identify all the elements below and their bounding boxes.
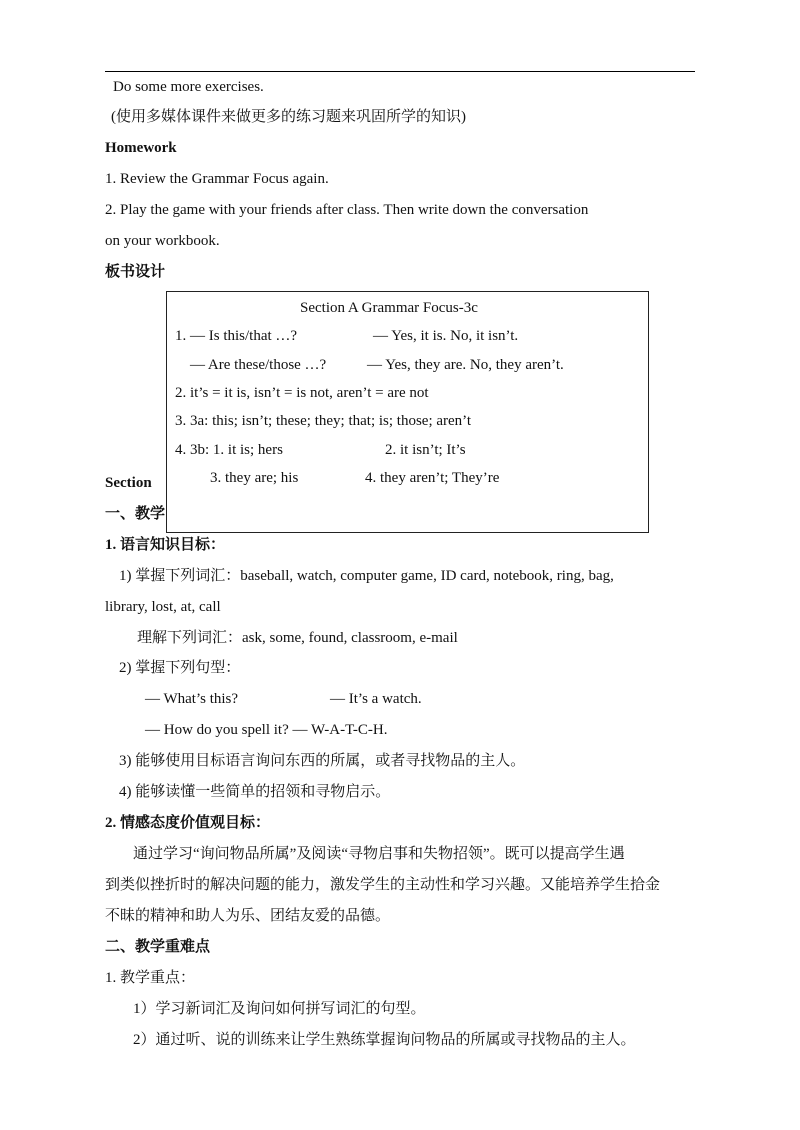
board-row-5-right: 2. it isn’t; It’s — [385, 442, 466, 458]
key-points-sub: 1. 教学重点： — [105, 970, 196, 986]
exercise-note: (使用多媒体课件来做更多的练习题来巩固所学的知识) — [111, 109, 466, 125]
pattern-1-question: — What’s this? — [145, 691, 239, 707]
objective-3: 3) 能够使用目标语言询问东西的所属，或者寻找物品的主人。 — [119, 753, 526, 769]
understand-vocab: 理解下列词汇：ask, some, found, classroom, e-mail — [137, 630, 458, 646]
key-point-1: 1）学习新词汇及询问如何拼写词汇的句型。 — [133, 1001, 426, 1017]
emotion-paragraph-line-3: 不昧的精神和助人为乐、团结友爱的品德。 — [105, 908, 391, 924]
objective-4: 4) 能够读懂一些简单的招领和寻物启示。 — [119, 784, 391, 800]
top-rule — [105, 71, 695, 72]
homework-heading: Homework — [105, 140, 177, 156]
sentence-patterns: 2) 掌握下列句型： — [119, 660, 241, 676]
board-heading: 板书设计 — [105, 264, 166, 280]
vocab-item-cont: library, lost, at, call — [105, 599, 221, 615]
homework-item-2-cont: on your workbook. — [105, 233, 220, 249]
exercise-line: Do some more exercises. — [113, 79, 264, 95]
pattern-2: — How do you spell it? — W-A-T-C-H. — [145, 722, 388, 738]
homework-item-1: 1. Review the Grammar Focus again. — [105, 171, 329, 187]
board-row-1-question: 1. — Is this/that …? — [175, 328, 298, 344]
board-row-6-right: 4. they aren’t; They’re — [365, 470, 500, 486]
board-row-4: 3. 3a: this; isn’t; these; they; that; is; those; aren’t — [175, 413, 472, 429]
key-point-2: 2）通过听、说的训练来让学生熟练掌握询问物品的所属或寻找物品的主人。 — [133, 1032, 636, 1048]
homework-item-2: 2. Play the game with your friends after class. Then write down the conversation — [105, 202, 589, 218]
blackboard-design-box — [166, 291, 649, 533]
board-row-2-question: — Are these/those …? — [190, 357, 327, 373]
pattern-1-answer: — It’s a watch. — [330, 691, 422, 707]
board-row-6-left: 3. they are; his — [210, 470, 299, 486]
board-row-1-answer: — Yes, it is. No, it isn’t. — [373, 328, 519, 344]
board-row-2-answer: — Yes, they are. No, they aren’t. — [367, 357, 564, 373]
emotion-objectives-heading: 2. 情感态度价值观目标： — [105, 815, 271, 831]
board-row-3: 2. it’s = it is, isn’t = is not, aren’t = are not — [175, 385, 429, 401]
board-title: Section A Grammar Focus-3c — [300, 300, 478, 316]
key-points-heading: 二、教学重难点 — [105, 939, 211, 955]
emotion-paragraph-line-2: 到类似挫折时的解决问题的能力，激发学生的主动性和学习兴趣。又能培养学生拾金 — [105, 877, 661, 893]
teaching-objectives-heading: 一、教学 — [105, 506, 166, 522]
vocab-item: 1) 掌握下列词汇：baseball, watch, computer game, ID card, notebook, ring, bag, — [119, 568, 614, 584]
emotion-paragraph-line-1: 通过学习“询问物品所属”及阅读“寻物启事和失物招领”。既可以提高学生遇 — [133, 846, 625, 862]
section-b-heading: Section — [105, 475, 152, 491]
language-objectives-heading: 1. 语言知识目标： — [105, 537, 226, 553]
board-row-5-left: 4. 3b: 1. it is; hers — [175, 442, 283, 458]
